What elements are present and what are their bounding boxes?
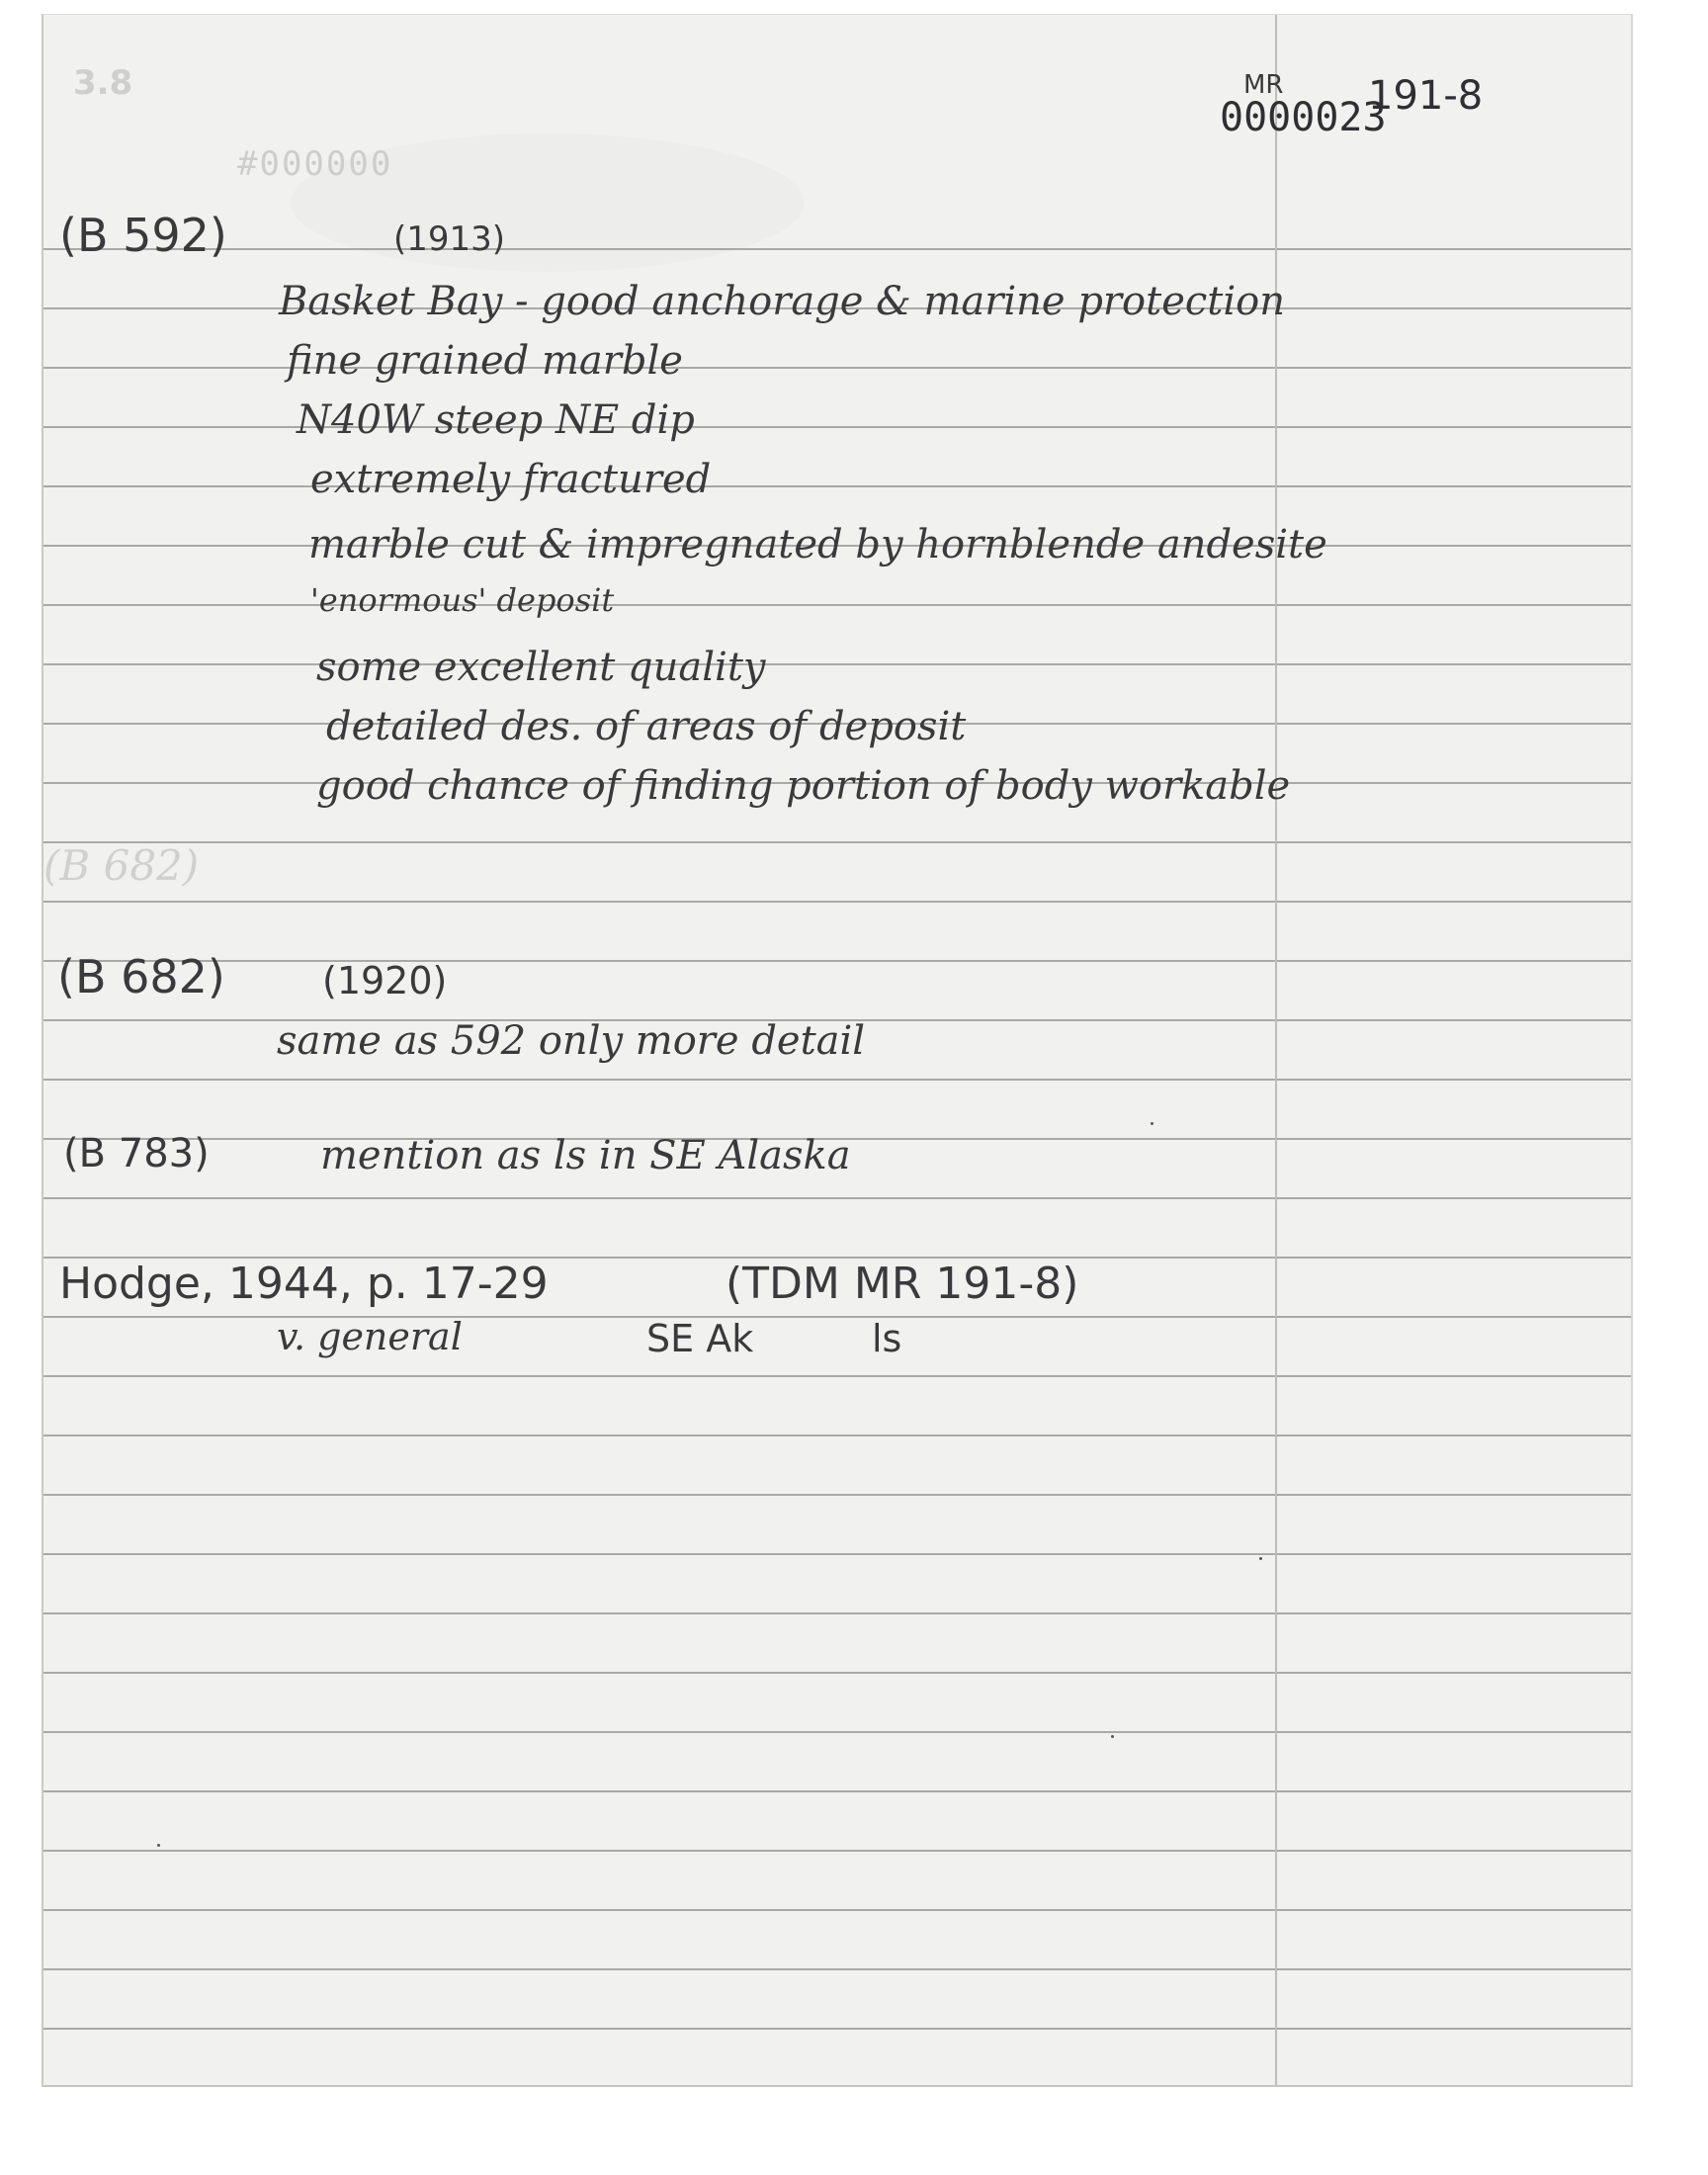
ruled-line: [43, 1672, 1631, 1674]
note-line: v. general: [277, 1315, 463, 1358]
ruled-line: [43, 485, 1631, 487]
file-number-prefix: MR: [1243, 70, 1284, 100]
ruled-line: [43, 248, 1631, 250]
ruled-line: [43, 1375, 1631, 1377]
note-line: same as 592 only more detail: [277, 1018, 866, 1064]
ruled-line: [43, 1731, 1631, 1733]
ruled-line: [43, 663, 1631, 665]
ruled-line: [43, 901, 1631, 903]
ruled-line: [43, 1197, 1631, 1199]
note-line: marble cut & impregnated by hornblende andesite: [308, 522, 1327, 567]
file-number-suffix: 191-8: [1368, 73, 1484, 119]
ruled-line: [43, 604, 1631, 606]
note-line: good chance of finding portion of body workable: [316, 763, 1291, 809]
ruled-line: [43, 1079, 1631, 1081]
ruled-line: [43, 1612, 1631, 1614]
ruled-line: [43, 2028, 1631, 2030]
entry-text-b783: mention as ls in SE Alaska: [320, 1133, 851, 1178]
note-line: some excellent quality: [316, 645, 766, 690]
note-line: ls: [872, 1317, 902, 1360]
note-line: SE Ak: [646, 1317, 754, 1360]
entry-ref-b592: (B 592): [59, 209, 227, 262]
ruled-line: [43, 367, 1631, 369]
margin-line: [1275, 15, 1277, 2085]
ruled-line: [43, 426, 1631, 428]
note-line: fine grained marble: [287, 338, 683, 384]
note-line: detailed des. of areas of deposit: [326, 704, 967, 749]
ruled-line: [43, 1790, 1631, 1792]
entry-source-hodge: (TDM MR 191-8): [726, 1259, 1079, 1309]
note-line: Basket Bay - good anchorage & marine protection: [279, 279, 1285, 324]
note-line: 'enormous' deposit: [310, 581, 615, 619]
ruled-line: [43, 841, 1631, 843]
note-line: N40W steep NE dip: [297, 397, 695, 443]
entry-year-1920: (1920): [322, 959, 448, 1002]
ink-speck: [1151, 1122, 1153, 1125]
note-line: extremely fractured: [310, 457, 712, 502]
lined-notebook-paper: [42, 14, 1633, 2087]
ruled-line: [43, 1909, 1631, 1911]
faded-margin-ref: (B 682): [43, 841, 200, 890]
entry-ref-hodge: Hodge, 1944, p. 17-29: [59, 1259, 549, 1309]
ink-speck: [1259, 1557, 1262, 1560]
entry-year-1913: (1913): [393, 219, 506, 259]
entry-ref-b682: (B 682): [57, 950, 225, 1003]
ruled-line: [43, 1494, 1631, 1496]
entry-ref-b783: (B 783): [63, 1131, 210, 1176]
ruled-line: [43, 1435, 1631, 1436]
file-number: 0000023: [1220, 95, 1387, 140]
faded-stamp: #000000: [237, 144, 393, 184]
ink-speck: [157, 1844, 160, 1847]
ruled-line: [43, 1968, 1631, 1970]
ruled-line: [43, 1850, 1631, 1852]
ink-speck: [1111, 1735, 1114, 1738]
corner-mark: 3.8: [73, 63, 133, 103]
ruled-line: [43, 960, 1631, 962]
ruled-line: [43, 1553, 1631, 1555]
